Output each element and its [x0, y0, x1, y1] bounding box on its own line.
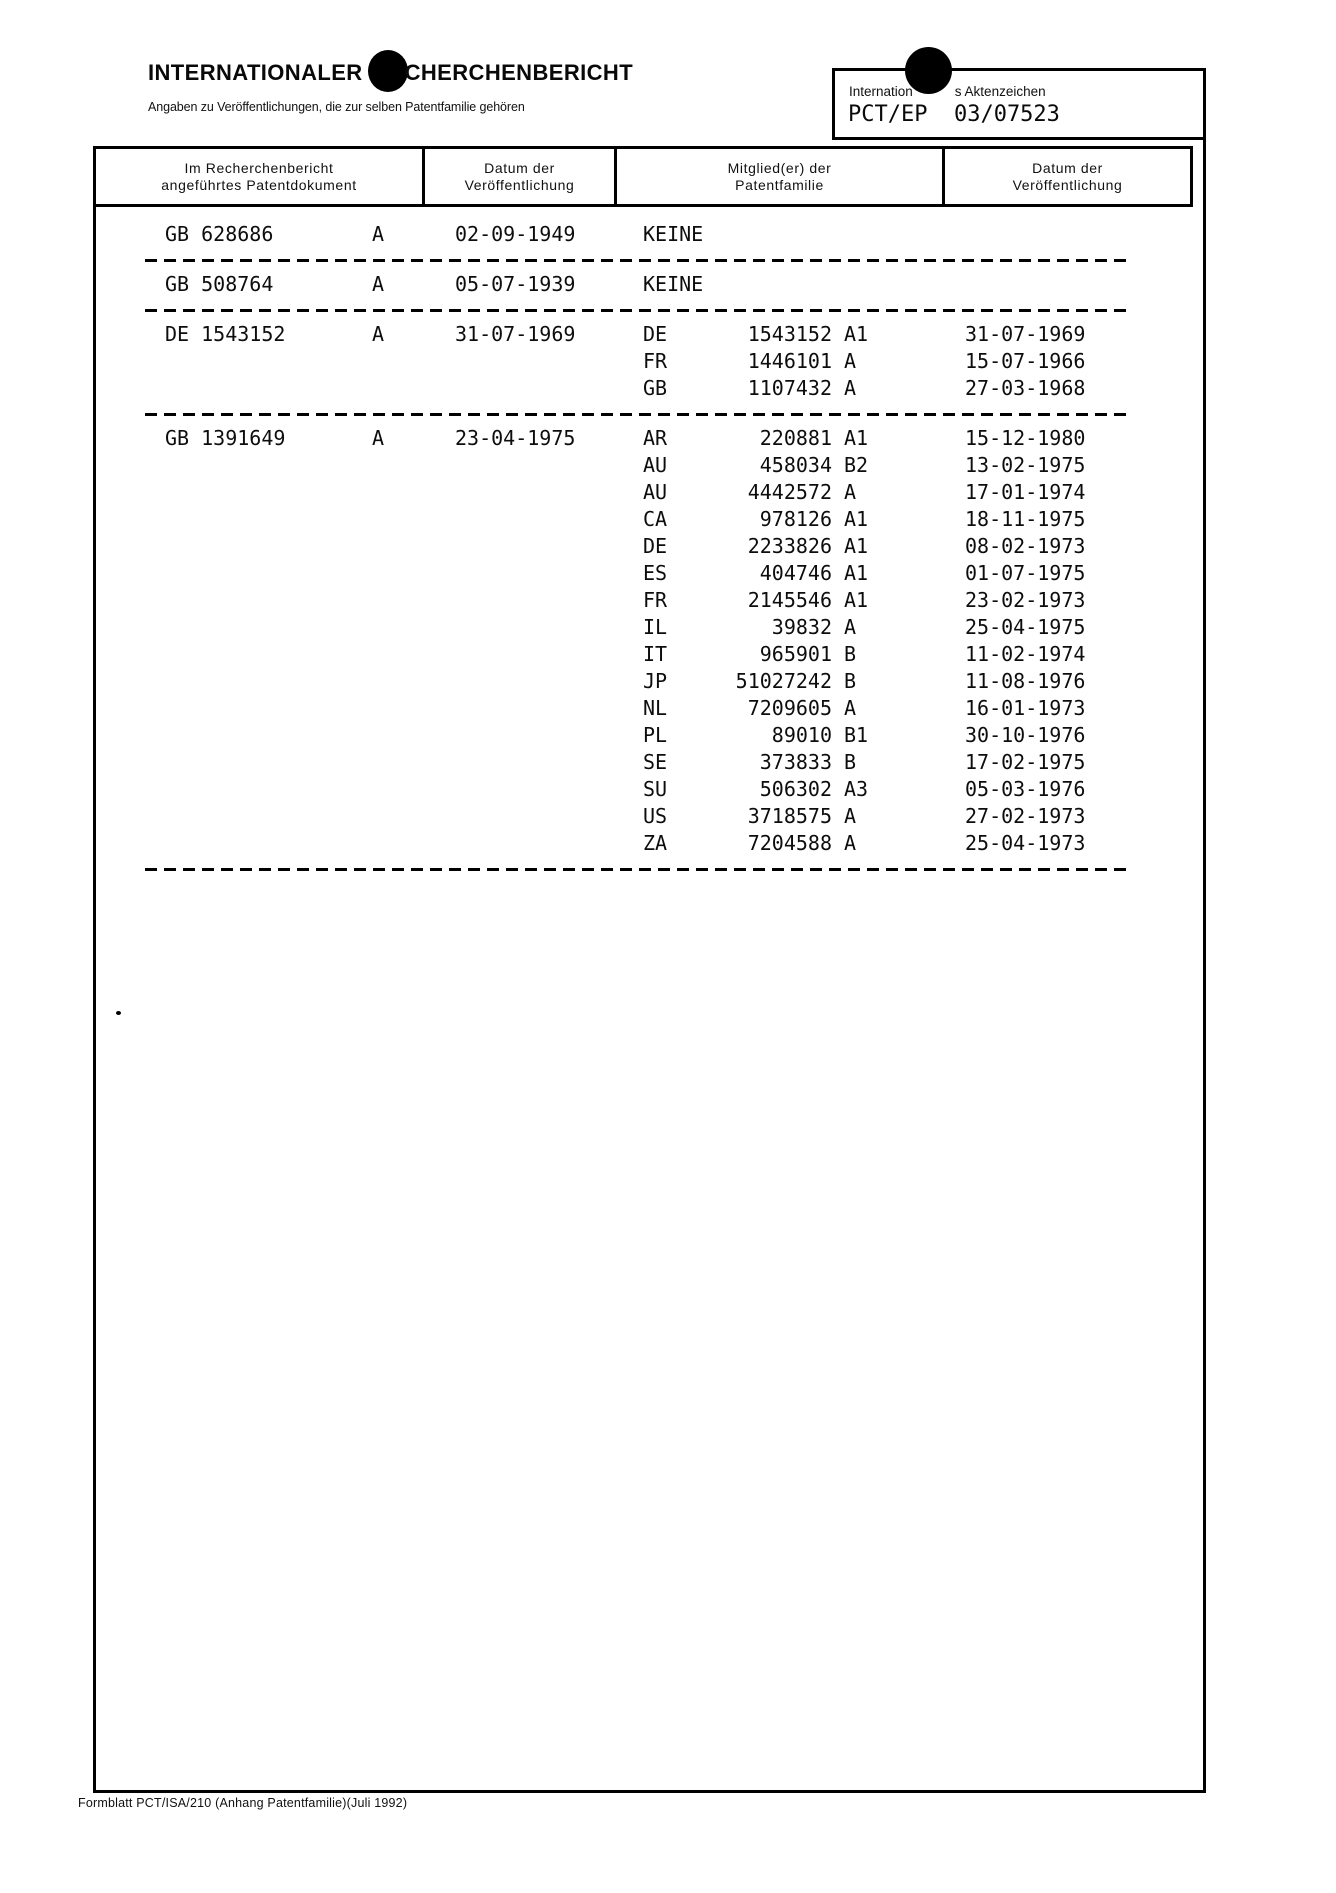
- patent-row-line: [0, 453, 1336, 480]
- family-member-country: AU: [643, 453, 668, 477]
- family-member-kind: A: [844, 349, 857, 373]
- cited-document-kind: A: [372, 222, 385, 246]
- patent-row: [0, 212, 1336, 259]
- family-member-country: SU: [643, 777, 668, 801]
- report-subtitle: Angaben zu Veröffentlichungen, die zur selben Patentfamilie gehören: [148, 100, 525, 114]
- family-member-country: ZA: [643, 831, 668, 855]
- family-member-number: 7204588: [747, 831, 832, 855]
- family-member-kind: B2: [844, 453, 869, 477]
- patent-row-line: [0, 642, 1336, 669]
- family-member-number: 1107432: [747, 376, 832, 400]
- patent-row-line: [0, 507, 1336, 534]
- family-member-date: 31-07-1969: [965, 322, 1086, 346]
- report-title-part2: CHERCHENBERICHT: [404, 60, 634, 85]
- family-member-kind: A: [844, 804, 857, 828]
- ink-blot-icon: [368, 50, 408, 92]
- patent-row-line: [0, 723, 1336, 750]
- family-member-kind: A: [844, 696, 857, 720]
- patent-row: [0, 312, 1336, 413]
- cited-document-id: DE 1543152: [165, 322, 286, 346]
- family-member-kind: B: [844, 669, 857, 693]
- family-member-country: DE: [643, 322, 668, 346]
- patent-row-line: [0, 750, 1336, 777]
- family-member-country: IT: [643, 642, 668, 666]
- family-member-date: 01-07-1975: [965, 561, 1086, 585]
- family-member-date: 13-02-1975: [965, 453, 1086, 477]
- patent-row: [0, 262, 1336, 309]
- patent-row: [0, 416, 1336, 868]
- header-line: Datum der: [1032, 159, 1103, 176]
- family-member-country: FR: [643, 588, 668, 612]
- family-member-kind: A1: [844, 534, 869, 558]
- family-member-country: SE: [643, 750, 668, 774]
- patent-row-line-main: [0, 426, 1336, 453]
- family-member-country: AR: [643, 426, 668, 450]
- patent-row-line-main: [0, 272, 1336, 299]
- family-member-number: 965901: [759, 642, 832, 666]
- family-member-country: AU: [643, 480, 668, 504]
- family-member-date: 23-02-1973: [965, 588, 1086, 612]
- header-line: angeführtes Patentdokument: [161, 176, 357, 193]
- family-member-country: GB: [643, 376, 668, 400]
- column-header-cited-document: [96, 149, 422, 204]
- table-header-row: [93, 146, 1193, 207]
- family-member-date: 15-12-1980: [965, 426, 1086, 450]
- file-number-value: PCT/EP 03/07523: [848, 102, 1060, 127]
- family-member-kind: A1: [844, 561, 869, 585]
- family-member-kind: A3: [844, 777, 869, 801]
- ink-blot-icon: [905, 47, 952, 94]
- family-member-country: IL: [643, 615, 668, 639]
- family-member-kind: A1: [844, 507, 869, 531]
- column-header-family-publication-date: [942, 149, 1190, 204]
- family-member-number: 220881: [759, 426, 832, 450]
- report-title: [148, 50, 633, 92]
- family-member-date: 11-02-1974: [965, 642, 1086, 666]
- file-number-label: [849, 84, 1046, 99]
- family-member-kind: A: [844, 376, 857, 400]
- file-number-box: [832, 68, 1206, 140]
- page-border-bottom: [93, 1790, 1206, 1793]
- family-member-date: 16-01-1973: [965, 696, 1086, 720]
- report-title-part1: INTERNATIONALER: [148, 60, 363, 85]
- column-header-patent-family-members: [614, 149, 942, 204]
- family-member-number: 51027242: [735, 669, 832, 693]
- cited-document-id: GB 628686: [165, 222, 274, 246]
- family-member-country: FR: [643, 349, 668, 373]
- family-member-country: NL: [643, 696, 668, 720]
- cited-document-id: GB 1391649: [165, 426, 286, 450]
- family-member-kind: A1: [844, 426, 869, 450]
- family-member-number: 1446101: [747, 349, 832, 373]
- family-member-date: 25-04-1973: [965, 831, 1086, 855]
- family-member-number: 4442572: [747, 480, 832, 504]
- header-line: Patentfamilie: [735, 176, 824, 193]
- no-family-label: KEINE: [643, 222, 704, 246]
- family-member-number: 7209605: [747, 696, 832, 720]
- family-member-kind: A: [844, 480, 857, 504]
- family-member-date: 05-03-1976: [965, 777, 1086, 801]
- family-member-country: DE: [643, 534, 668, 558]
- file-number-label-part1: Internation: [849, 84, 913, 99]
- family-member-country: US: [643, 804, 668, 828]
- family-member-number: 373833: [759, 750, 832, 774]
- patent-family-table-body: [0, 212, 1336, 871]
- family-member-number: 978126: [759, 507, 832, 531]
- cited-document-publication-date: 31-07-1969: [455, 322, 576, 346]
- patent-row-line: [0, 804, 1336, 831]
- family-member-number: 39832: [771, 615, 832, 639]
- family-member-kind: B1: [844, 723, 869, 747]
- cited-document-kind: A: [372, 426, 385, 450]
- patent-row-line: [0, 588, 1336, 615]
- file-number-label-part2: s Aktenzeichen: [954, 84, 1046, 99]
- patent-row-line: [0, 615, 1336, 642]
- family-member-number: 89010: [771, 723, 832, 747]
- header-line: Datum der: [484, 159, 555, 176]
- patent-row-line: [0, 480, 1336, 507]
- family-member-country: PL: [643, 723, 668, 747]
- family-member-country: ES: [643, 561, 668, 585]
- header-line: Im Recherchenbericht: [184, 159, 334, 176]
- family-member-number: 2233826: [747, 534, 832, 558]
- patent-row-line-main: [0, 222, 1336, 249]
- family-member-date: 27-02-1973: [965, 804, 1086, 828]
- patent-row-line: [0, 831, 1336, 858]
- no-family-label: KEINE: [643, 272, 704, 296]
- patent-row-line: [0, 349, 1336, 376]
- cited-document-publication-date: 02-09-1949: [455, 222, 576, 246]
- family-member-country: CA: [643, 507, 668, 531]
- family-member-date: 17-02-1975: [965, 750, 1086, 774]
- family-member-date: 25-04-1975: [965, 615, 1086, 639]
- header-line: Mitglied(er) der: [727, 159, 832, 176]
- family-member-number: 458034: [759, 453, 832, 477]
- patent-row-line: [0, 561, 1336, 588]
- cited-document-kind: A: [372, 322, 385, 346]
- family-member-kind: B: [844, 750, 857, 774]
- scan-dot-artifact: [116, 1011, 121, 1015]
- family-member-date: 17-01-1974: [965, 480, 1086, 504]
- family-member-kind: A1: [844, 588, 869, 612]
- family-member-number: 2145546: [747, 588, 832, 612]
- cited-document-id: GB 508764: [165, 272, 274, 296]
- family-member-kind: A: [844, 615, 857, 639]
- family-member-number: 3718575: [747, 804, 832, 828]
- patent-row-line: [0, 534, 1336, 561]
- family-member-date: 11-08-1976: [965, 669, 1086, 693]
- patent-row-line: [0, 669, 1336, 696]
- cited-document-publication-date: 23-04-1975: [455, 426, 576, 450]
- family-member-date: 30-10-1976: [965, 723, 1086, 747]
- family-member-country: JP: [643, 669, 668, 693]
- header-line: Veröffentlichung: [1012, 176, 1123, 193]
- cited-document-kind: A: [372, 272, 385, 296]
- patent-row-line: [0, 696, 1336, 723]
- family-member-date: 08-02-1973: [965, 534, 1086, 558]
- family-member-number: 506302: [759, 777, 832, 801]
- family-member-date: 18-11-1975: [965, 507, 1086, 531]
- family-member-kind: A1: [844, 322, 869, 346]
- family-member-number: 1543152: [747, 322, 832, 346]
- patent-row-line: [0, 376, 1336, 403]
- family-member-date: 27-03-1968: [965, 376, 1086, 400]
- header-line: Veröffentlichung: [464, 176, 575, 193]
- patent-row-line: [0, 777, 1336, 804]
- family-member-kind: B: [844, 642, 857, 666]
- form-footer: Formblatt PCT/ISA/210 (Anhang Patentfamilie)(Juli 1992): [78, 1796, 408, 1810]
- cited-document-publication-date: 05-07-1939: [455, 272, 576, 296]
- family-member-date: 15-07-1966: [965, 349, 1086, 373]
- patent-row-line-main: [0, 322, 1336, 349]
- dashed-separator: [145, 868, 1133, 871]
- column-header-publication-date: [422, 149, 614, 204]
- family-member-number: 404746: [759, 561, 832, 585]
- family-member-kind: A: [844, 831, 857, 855]
